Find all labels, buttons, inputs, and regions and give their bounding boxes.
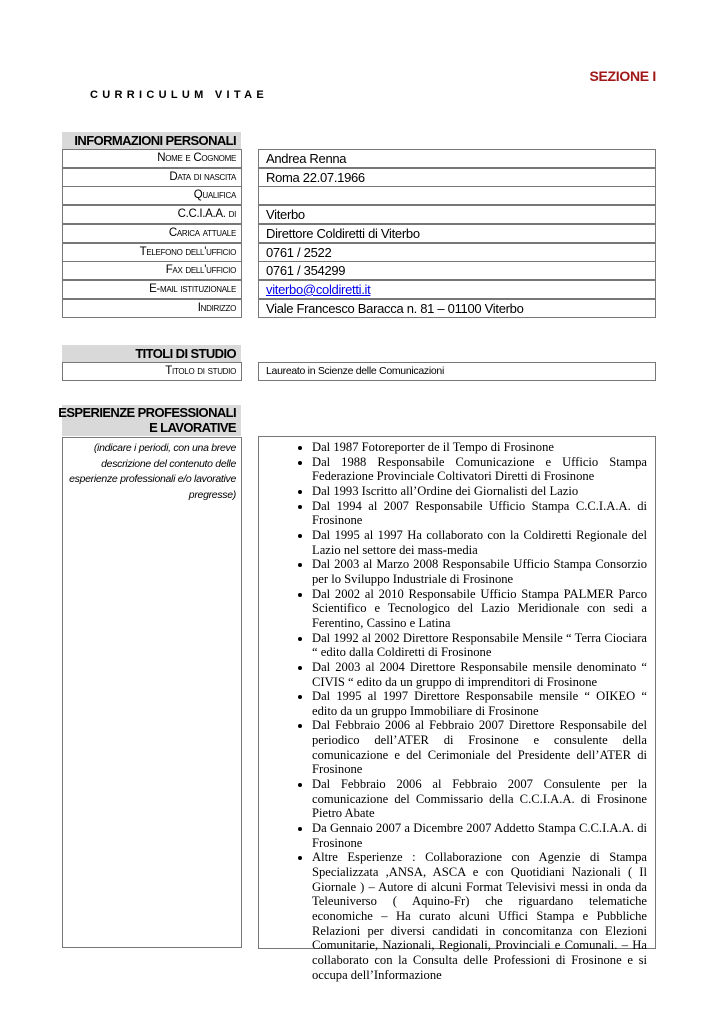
field-label: Qualifica [62, 186, 242, 205]
studies-heading [62, 345, 241, 362]
studies-heading-text: TITOLI DI STUDIO [135, 346, 236, 361]
personal-info-heading-text: INFORMAZIONI PERSONALI [74, 133, 236, 148]
email-link[interactable]: viterbo@coldiretti.it [266, 281, 371, 297]
experience-box [258, 436, 656, 982]
field-value: Viale Francesco Baracca n. 81 – 01100 Viterbo [258, 299, 656, 318]
field-label: Data di nascita [62, 168, 242, 187]
experience-item: • Dal 1995 al 1997 Ha collaborato con la Coldiretti Regionale del Lazio nel settore dei mass-media [312, 528, 647, 557]
field-label: Carica attuale [62, 224, 242, 243]
field-value [258, 280, 656, 299]
field-label: C.C.I.A.A. di [62, 205, 242, 224]
experience-item: • Altre Esperienze : Collaborazione con Agenzie di Stampa Specializzata ,ANSA, ASCA e con Quotidiani Nazionali ( Il Giornale ) – Autore di alcuni Format Televisivi messi in onda da Teleuniverso ( Aquino-Fr) che riguardano telematiche economiche – Ha curato alcuni Uffici Stampa e Pubbliche Relazioni per diversi candidati in concomitanza con Elezioni Comunitarie, Nazionali, Regionali, Provinciali e Comunali. – Ha collaborato con la Consulta delle Professioni di Frosinone e si occupa dell’Informazione [312, 850, 647, 982]
personal-info-heading [62, 132, 241, 149]
experience-item: • Dal 2003 al Marzo 2008 Responsabile Ufficio Stampa Consorzio per lo Sviluppo Industriale di Frosinone [312, 557, 647, 586]
experience-item: • Dal 1995 al 1997 Direttore Responsabile mensile “ OIKEO “ edito da un gruppo Immobiliare di Frosinone [312, 689, 647, 718]
experience-item: • Dal 2002 al 2010 Responsabile Ufficio Stampa PALMER Parco Scientifico e Tecnologico del Lazio Meridionale con sedi a Ferentino, Cassino e Latina [312, 587, 647, 631]
field-value: Andrea Renna [258, 149, 656, 168]
field-value [258, 186, 656, 205]
experience-item: • Da Gennaio 2007 a Dicembre 2007 Addetto Stampa C.C.I.A.A. di Frosinone [312, 821, 647, 850]
field-value: 0761 / 354299 [258, 261, 656, 280]
field-label: Nome e Cognome [62, 149, 242, 168]
document-title: CURRICULUM VITAE [90, 89, 268, 101]
field-value: Roma 22.07.1966 [258, 168, 656, 187]
experience-item: • Dal 1988 Responsabile Comunicazione e Ufficio Stampa Federazione Provinciale Coltivatori Diretti di Frosinone [312, 455, 647, 484]
experience-heading-line1: ESPERIENZE PROFESSIONALI [58, 405, 236, 420]
experience-heading [58, 405, 241, 436]
field-label: Telefono dell'ufficio [62, 243, 242, 262]
experience-list [259, 437, 655, 982]
experience-item: • Dal 1994 al 2007 Responsabile Ufficio Stampa C.C.I.A.A. di Frosinone [312, 499, 647, 528]
field-value: Viterbo [258, 205, 656, 224]
field-label: E-mail istituzionale [62, 280, 242, 299]
experience-item: • Dal Febbraio 2006 al Febbraio 2007 Direttore Responsabile del periodico dell’ATER di Frosinone e consulente della comunicazione e del Cerimoniale del Presidente dell’ATER di Frosinone [312, 718, 647, 777]
field-label: Indirizzo [62, 299, 242, 318]
experience-item: • Dal 1987 Fotoreporter de il Tempo di Frosinone [312, 440, 647, 455]
studies-value: Laureato in Scienze delle Comunicazioni [258, 362, 656, 381]
experience-hint: (indicare i periodi, con una breve descrizione del contenuto delle esperienze professionali e/o lavorative pregresse) [62, 437, 242, 948]
experience-item: • Dal 2003 al 2004 Direttore Responsabile mensile denominato “ CIVIS “ edito da un gruppo di imprenditori di Frosinone [312, 660, 647, 689]
field-value: Direttore Coldiretti di Viterbo [258, 224, 656, 243]
experience-heading-line2: E LAVORATIVE [149, 420, 236, 435]
field-value: 0761 / 2522 [258, 243, 656, 262]
experience-item: • Dal Febbraio 2006 al Febbraio 2007 Consulente per la comunicazione del Commissario della C.C.I.A.A. di Frosinone Pietro Abate [312, 777, 647, 821]
experience-item: • Dal 1992 al 2002 Direttore Responsabile Mensile “ Terra Ciociara “ edito dalla Coldiretti di Frosinone [312, 631, 647, 660]
field-label: Fax dell'ufficio [62, 261, 242, 280]
experience-item: • Dal 1993 Iscritto all’Ordine dei Giornalisti del Lazio [312, 484, 647, 499]
section-label: SEZIONE I [589, 68, 656, 84]
studies-label: Titolo di studio [62, 362, 242, 381]
